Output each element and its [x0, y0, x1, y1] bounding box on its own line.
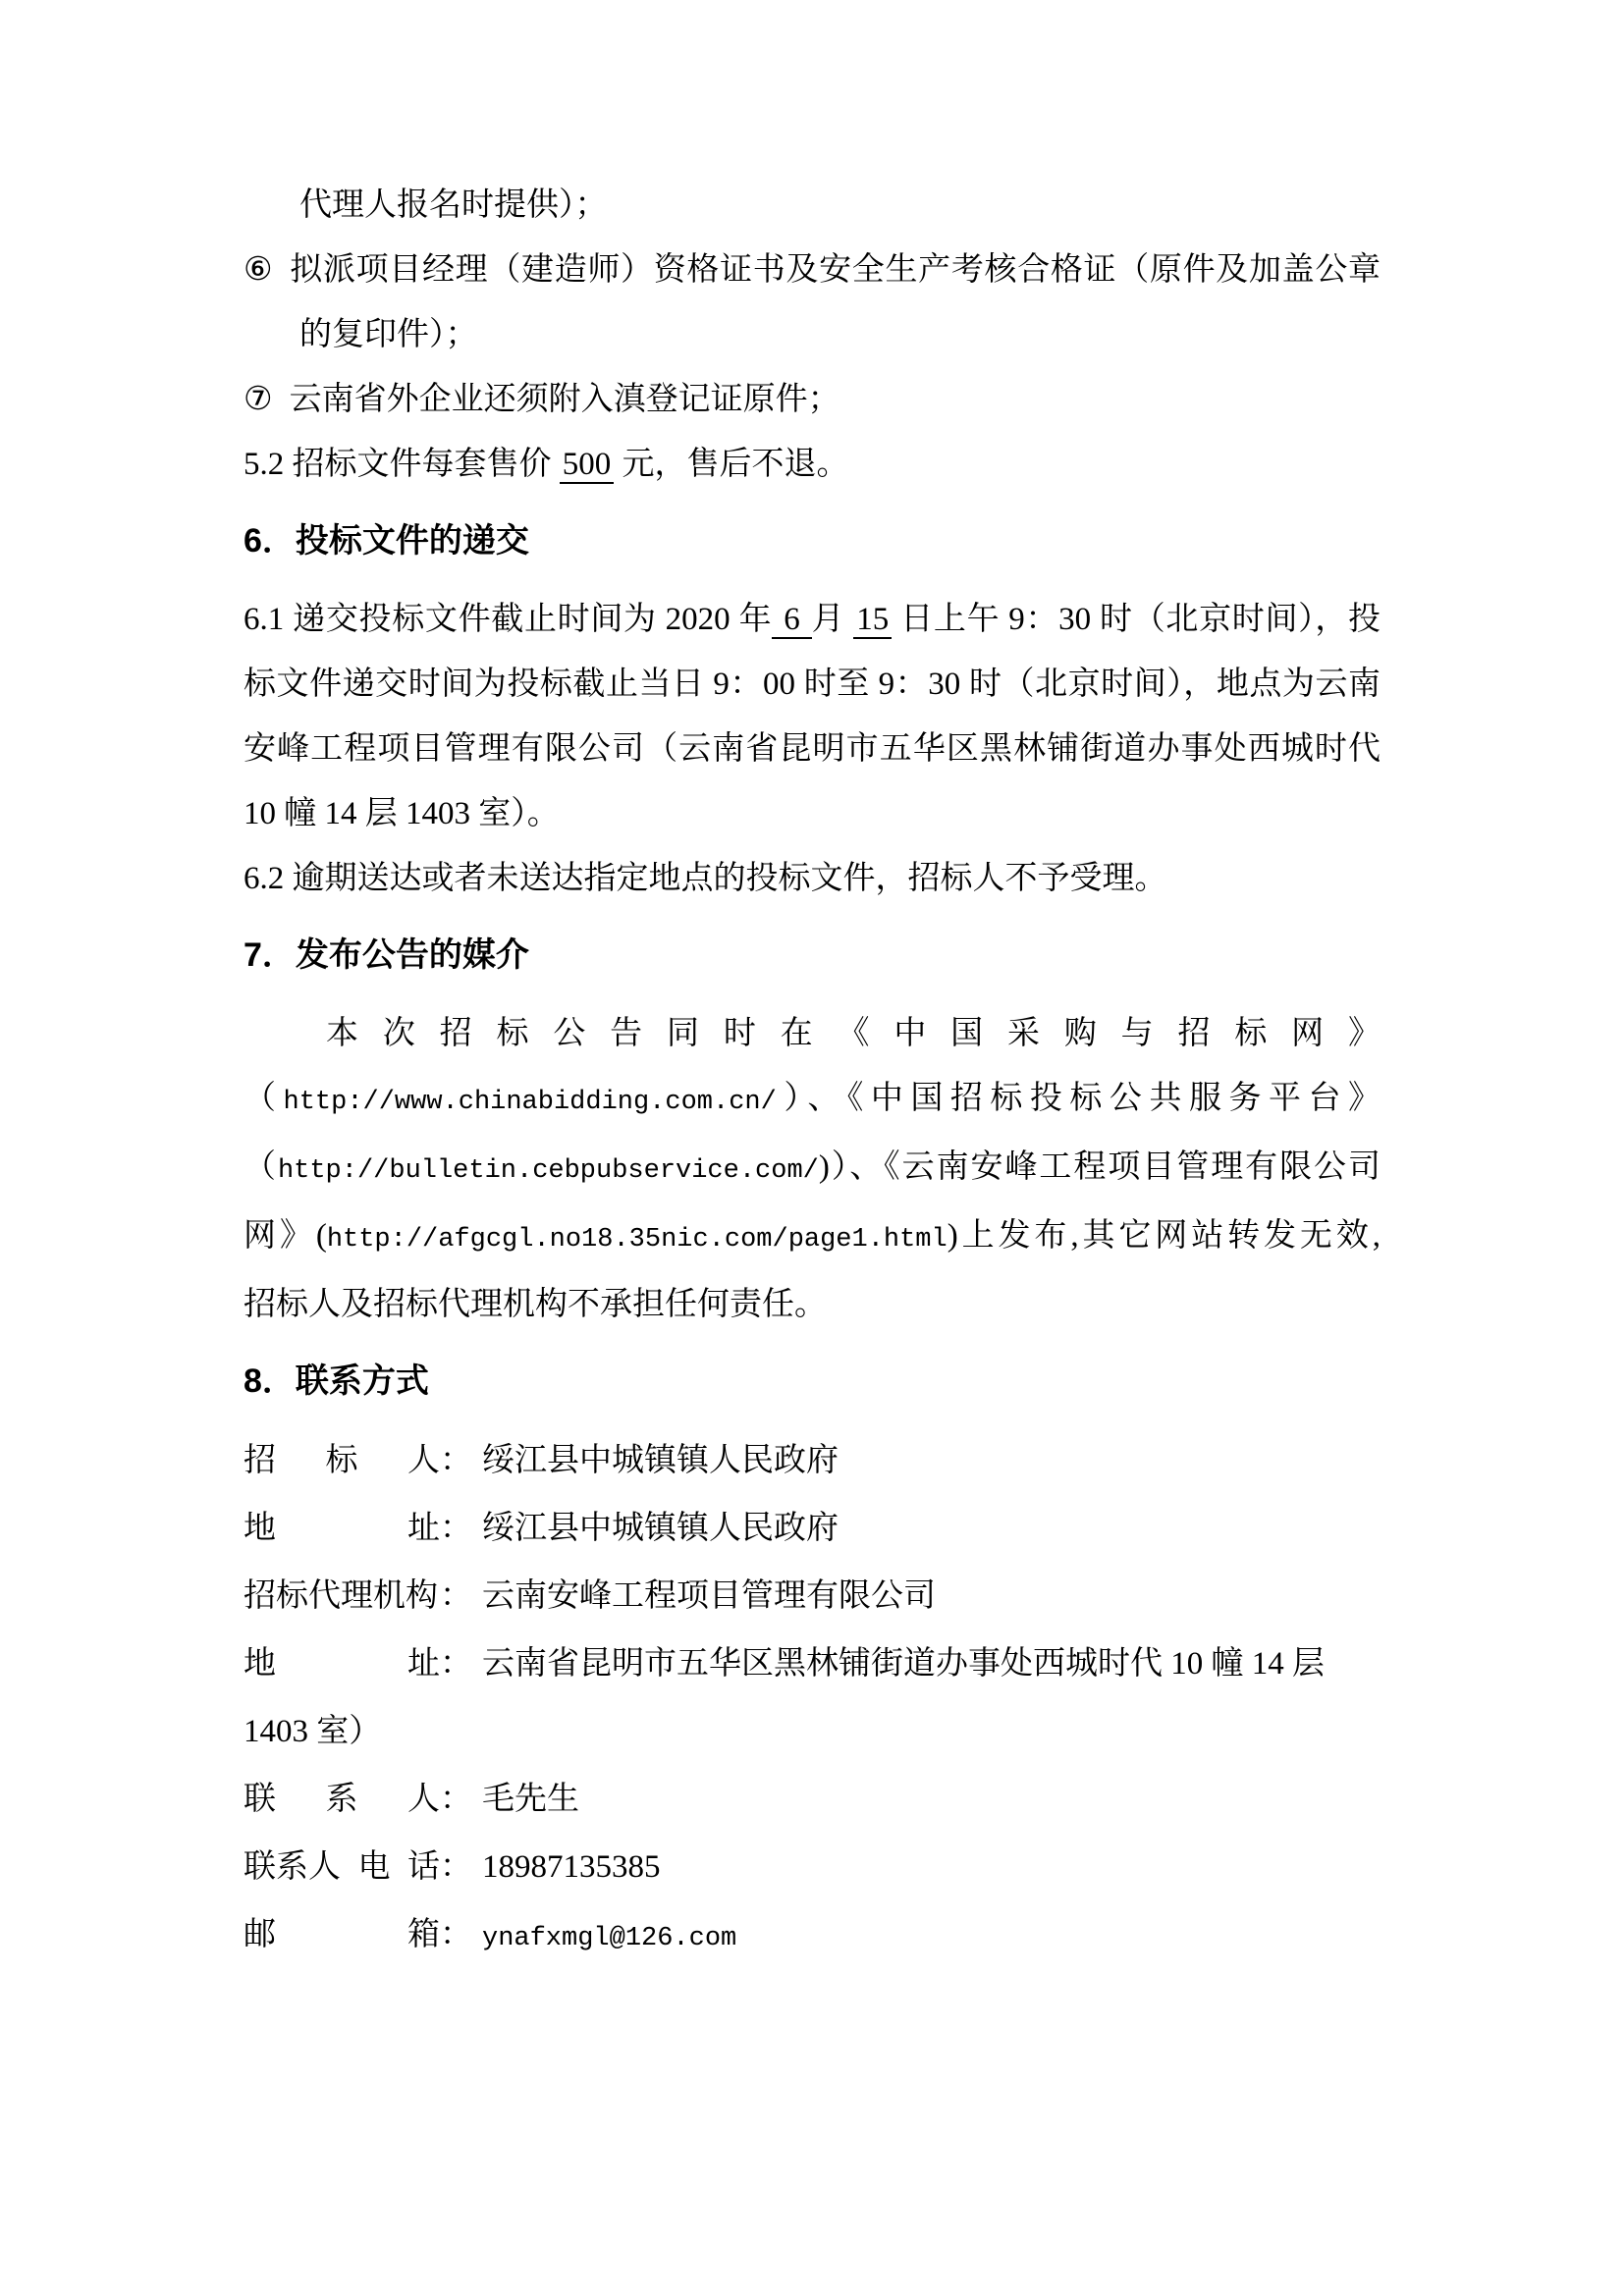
- contact-value-bidder: 绥江县中城镇镇人民政府: [482, 1443, 839, 1478]
- contact-row-agency-address: [244, 1630, 1380, 1698]
- contact-value-agency-address: 云南省昆明市五华区黑林铺街道办事处西城时代 10 幢 14 层: [482, 1646, 1325, 1682]
- paragraph-7-line-2: [244, 1066, 1380, 1135]
- p61-month-underlined: 6: [772, 602, 811, 639]
- p61-day-underlined: 15: [853, 602, 892, 639]
- label-part: 人: [407, 1443, 440, 1478]
- contact-label-email: [244, 1901, 440, 1969]
- contact-colon: ：: [440, 1578, 472, 1614]
- contact-colon: ：: [440, 1849, 472, 1885]
- label-part: 招标代理机构: [244, 1578, 438, 1614]
- clause-5-2: [244, 432, 1380, 497]
- contact-row-agency: [244, 1563, 1380, 1630]
- agency-address-continuation: 1403 室）: [244, 1714, 382, 1749]
- contact-label-bidder-address: [244, 1495, 440, 1563]
- p61-mid: 月: [811, 602, 854, 637]
- cebpubservice-url-text: http://bulletin.cebpubservice.com/: [277, 1156, 819, 1186]
- p7-l2-post: ）、《中国招标投标公共服务平台》: [776, 1081, 1381, 1116]
- clause-5-2-post: 元，售后不退。: [622, 447, 849, 482]
- label-part: 邮: [244, 1917, 276, 1952]
- contact-value-phone: 18987135385: [482, 1849, 661, 1885]
- contact-row-person: [244, 1766, 1380, 1834]
- list-item-6-line-1: [244, 238, 1380, 302]
- p7-l3-post: )）、《云南安峰工程项目管理有限公司: [818, 1149, 1380, 1185]
- paragraph-6-1-line-3: 安峰工程项目管理有限公司（云南省昆明市五华区黑林铺街道办事处西城时代: [244, 731, 1380, 767]
- item-6-text-line-1: 拟派项目经理（建造师）资格证书及安全生产考核合格证（原件及加盖公章: [290, 252, 1380, 288]
- section-8-heading: 8．联系方式: [244, 1362, 429, 1400]
- list-item-7: [244, 367, 1380, 432]
- label-part: 联系人: [244, 1849, 341, 1885]
- agency-site-url-text: http://afgcgl.no18.35nic.com/page1.html: [326, 1225, 947, 1255]
- contact-label-person: [244, 1766, 440, 1834]
- label-part: 招: [244, 1443, 276, 1478]
- contact-colon: ：: [440, 1443, 472, 1478]
- item-7-number: ⑦: [244, 382, 273, 417]
- p7-l4-post: )上发布,其它网站转发无效,: [947, 1218, 1380, 1254]
- paragraph-7-line-3: [244, 1135, 1380, 1203]
- paragraph-6-1-line-2: 标文件递交时间为投标截止当日 9：00 时至 9：30 时（北京时间），地点为云南: [244, 667, 1380, 702]
- chinabidding-url-text: http://www.chinabidding.com.cn/: [283, 1088, 777, 1117]
- label-part: 址: [407, 1511, 440, 1546]
- item-6-number: ⑥: [244, 252, 274, 288]
- label-part: 标: [325, 1443, 358, 1478]
- clause-5-2-price-underlined: 500: [560, 447, 615, 484]
- intro-continuation-line: 代理人报名时提供）；: [299, 187, 608, 223]
- label-part: 地: [244, 1511, 276, 1546]
- contact-colon: ：: [440, 1646, 472, 1682]
- list-item-6-line-2: 的复印件）；: [299, 317, 478, 352]
- label-part: 地: [244, 1646, 276, 1682]
- contact-row-email: [244, 1901, 1380, 1973]
- p7-l2-pre: （: [244, 1081, 284, 1116]
- clause-5-2-pre: 5.2 招标文件每套售价: [244, 447, 552, 482]
- contact-colon: ：: [440, 1917, 472, 1952]
- p7-l3-pre: （: [244, 1149, 278, 1185]
- contact-colon: ：: [440, 1511, 472, 1546]
- section-6-heading: 6．投标文件的递交: [244, 522, 529, 560]
- contact-label-bidder: [244, 1427, 440, 1495]
- paragraph-6-1-line-4: 10 幢 14 层 1403 室）。: [244, 796, 560, 831]
- label-part: 话: [407, 1849, 440, 1885]
- contact-value-bidder-address: 绥江县中城镇镇人民政府: [482, 1511, 839, 1546]
- contact-label-agency-address: [244, 1630, 440, 1698]
- contact-label-phone: [244, 1834, 440, 1901]
- paragraph-7-line-5: 招标人及招标代理机构不承担任何责任。: [244, 1287, 827, 1322]
- label-part: 系: [325, 1782, 358, 1817]
- paragraph-6-2: 6.2 逾期送达或者未送达指定地点的投标文件，招标人不予受理。: [244, 861, 1167, 896]
- paragraph-6-1-line-1: [244, 587, 1380, 652]
- contact-row-bidder-address: [244, 1495, 1380, 1563]
- paragraph-7-line-1: 本 次 招 标 公 告 同 时 在 《 中 国 采 购 与 招 标 网 》: [326, 1016, 1380, 1051]
- section-7-heading: 7．发布公告的媒介: [244, 936, 529, 974]
- label-part: 电: [357, 1849, 391, 1885]
- p61-pre: 6.1 递交投标文件截止时间为 2020 年: [244, 602, 773, 637]
- contact-value-agency: 云南安峰工程项目管理有限公司: [482, 1578, 936, 1614]
- document-content: [244, 173, 1380, 1973]
- label-part: 人: [407, 1782, 440, 1817]
- contact-value-email: ynafxmgl@126.com: [482, 1924, 737, 1953]
- p61-post: 日上午 9：30 时（北京时间），投: [892, 602, 1381, 637]
- paragraph-7-line-4: [244, 1203, 1380, 1272]
- contact-label-agency: [244, 1563, 440, 1630]
- item-7-text: 云南省外企业还须附入滇登记证原件；: [289, 382, 840, 417]
- contact-value-person: 毛先生: [482, 1782, 579, 1817]
- contact-colon: ：: [440, 1782, 472, 1817]
- p7-l4-pre: 网》(: [244, 1218, 327, 1254]
- label-part: 址: [407, 1646, 440, 1682]
- label-part: 箱: [407, 1917, 440, 1952]
- contact-row-phone: [244, 1834, 1380, 1901]
- label-part: 联: [244, 1782, 276, 1817]
- contact-row-bidder: [244, 1427, 1380, 1495]
